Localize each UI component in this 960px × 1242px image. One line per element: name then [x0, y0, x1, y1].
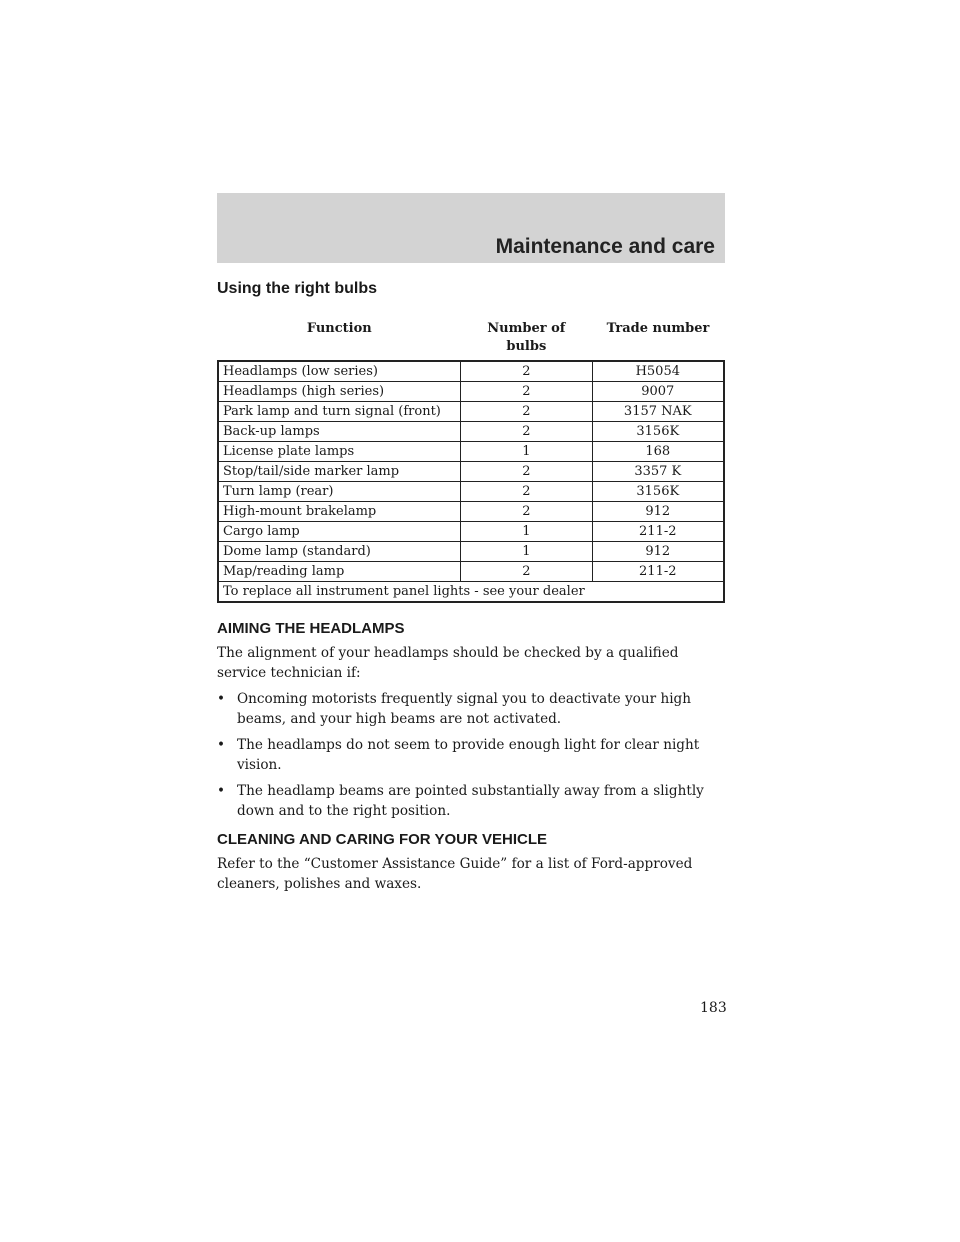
- table-body: [218, 361, 724, 602]
- page-number: 183: [700, 1000, 727, 1016]
- cell-function: License plate lamps: [218, 442, 461, 462]
- cell-function: High-mount brakelamp: [218, 502, 461, 522]
- table-row: [218, 502, 724, 522]
- list-item: [217, 781, 727, 821]
- bullet-icon: •: [217, 783, 226, 799]
- list-item: [217, 735, 727, 775]
- cell-function: Headlamps (low series): [218, 361, 461, 382]
- cell-count: 2: [461, 462, 592, 482]
- cell-function: Park lamp and turn signal (front): [218, 402, 461, 422]
- cell-trade: 9007: [592, 382, 724, 402]
- column-header-function: Function: [218, 317, 461, 361]
- column-header-number-text: Number of bulbs: [487, 321, 566, 354]
- aiming-bullet-list: [217, 689, 727, 821]
- cell-trade: H5054: [592, 361, 724, 382]
- cell-function: Back-up lamps: [218, 422, 461, 442]
- list-item: [217, 689, 727, 729]
- cleaning-body: Refer to the “Customer Assistance Guide” for a list of Ford-approved cleaners, polishes and waxes.: [217, 856, 693, 892]
- aiming-heading: AIMING THE HEADLAMPS: [217, 620, 405, 637]
- table-footer-note: To replace all instrument panel lights - see your dealer: [218, 582, 724, 603]
- cell-count: 1: [461, 522, 592, 542]
- cell-function: Cargo lamp: [218, 522, 461, 542]
- cell-count: 2: [461, 382, 592, 402]
- bulbs-heading: Using the right bulbs: [217, 280, 377, 297]
- table-row: [218, 422, 724, 442]
- cell-trade: 3156K: [592, 422, 724, 442]
- bullet-text: The headlamps do not seem to provide enough light for clear night vision.: [237, 737, 700, 773]
- section-title: Maintenance and care: [495, 235, 715, 258]
- table-row: [218, 482, 724, 502]
- table-row: [218, 361, 724, 382]
- table-row: [218, 402, 724, 422]
- bullet-text: The headlamp beams are pointed substantially away from a slightly down and to the right position.: [237, 783, 704, 819]
- cleaning-heading: CLEANING AND CARING FOR YOUR VEHICLE: [217, 831, 548, 848]
- cell-count: 2: [461, 422, 592, 442]
- cell-trade: 912: [592, 542, 724, 562]
- table-row: [218, 522, 724, 542]
- bullet-text: Oncoming motorists frequently signal you to deactivate your high beams, and your high beams are not activated.: [237, 691, 692, 727]
- cell-trade: 3156K: [592, 482, 724, 502]
- aiming-intro: The alignment of your headlamps should be checked by a qualified service technician if:: [217, 645, 679, 681]
- cell-function: Turn lamp (rear): [218, 482, 461, 502]
- cell-count: 1: [461, 542, 592, 562]
- cell-function: Stop/tail/side marker lamp: [218, 462, 461, 482]
- cell-trade: 168: [592, 442, 724, 462]
- cell-count: 2: [461, 482, 592, 502]
- cell-trade: 912: [592, 502, 724, 522]
- bulb-table: [217, 317, 725, 603]
- bullet-icon: •: [217, 691, 226, 707]
- header-band: [217, 193, 725, 263]
- table-header-row: [218, 317, 724, 361]
- column-header-number: [461, 317, 592, 361]
- table-row: [218, 442, 724, 462]
- table-row: [218, 462, 724, 482]
- column-header-trade: Trade number: [592, 317, 724, 361]
- page-content: [217, 276, 727, 894]
- cell-trade: 211-2: [592, 562, 724, 582]
- cell-function: Dome lamp (standard): [218, 542, 461, 562]
- cell-trade: 3357 K: [592, 462, 724, 482]
- cell-count: 2: [461, 361, 592, 382]
- cell-function: Map/reading lamp: [218, 562, 461, 582]
- cell-trade: 3157 NAK: [592, 402, 724, 422]
- table-row: [218, 562, 724, 582]
- cell-trade: 211-2: [592, 522, 724, 542]
- cell-count: 2: [461, 502, 592, 522]
- cell-count: 2: [461, 402, 592, 422]
- cell-count: 1: [461, 442, 592, 462]
- cell-function: Headlamps (high series): [218, 382, 461, 402]
- table-footer-row: [218, 582, 724, 603]
- table-row: [218, 382, 724, 402]
- cell-count: 2: [461, 562, 592, 582]
- bullet-icon: •: [217, 737, 226, 753]
- table-row: [218, 542, 724, 562]
